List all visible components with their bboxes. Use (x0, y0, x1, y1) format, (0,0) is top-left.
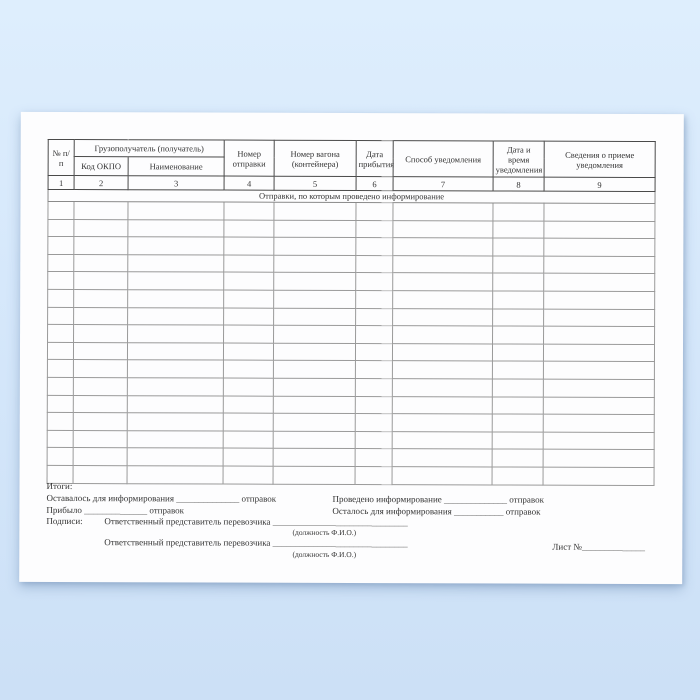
table-cell-empty (223, 378, 273, 396)
sheet-number-blank: ______________ (581, 541, 646, 553)
table-cell-empty (224, 308, 274, 326)
table-cell-empty (74, 254, 128, 272)
table-cell-empty (224, 220, 274, 238)
table-cell-empty (127, 360, 223, 378)
table-cell-empty (493, 291, 544, 309)
table-cell-empty (356, 308, 393, 326)
table-row (47, 360, 654, 380)
table-cell-empty (393, 291, 493, 309)
totals-section (46, 481, 658, 578)
table-cell-empty (355, 449, 392, 467)
sheet-number-label: Лист № (552, 541, 583, 552)
table-cell-empty (356, 273, 393, 291)
table-cell-empty (493, 221, 544, 239)
table-cell-empty (128, 254, 224, 272)
totals-arrived-line (46, 504, 184, 514)
signature-hint-2: (должность Ф.И.О.) (292, 549, 357, 560)
table-cell-empty (223, 431, 273, 449)
table-header (48, 139, 655, 191)
table-cell-empty (48, 272, 74, 290)
totals-left-blank: ___________ (454, 505, 504, 517)
table-cell-empty (273, 431, 355, 449)
table-cell-empty (492, 361, 543, 379)
table-cell-empty (393, 273, 493, 291)
table-cell-empty (128, 307, 224, 325)
table-cell-empty (74, 289, 128, 307)
totals-left-suffix: отправок (505, 506, 541, 517)
table-cell-empty (393, 308, 493, 326)
column-number: 3 (128, 176, 224, 190)
column-number: 8 (493, 177, 544, 191)
table-cell-empty (544, 274, 655, 292)
table-row (48, 307, 655, 327)
totals-arrived-label: Прибыло (46, 504, 82, 515)
table-row (47, 342, 654, 362)
table-row (48, 272, 655, 292)
totals-arrived-blank: ______________ (84, 504, 148, 515)
table-cell-empty (392, 396, 492, 414)
table-cell-empty (273, 378, 355, 396)
table-row (47, 448, 654, 468)
table-cell-empty (273, 361, 355, 379)
signature-line-2 (104, 537, 407, 548)
col-header-notification-receipt: Сведения о приеме уведомления (544, 141, 655, 177)
table-cell-empty (74, 202, 128, 220)
table-cell-empty (48, 289, 74, 307)
totals-informed-label: Проведено информирование (332, 493, 442, 505)
col-header-notification-method: Способ уведомления (393, 141, 493, 177)
table-cell-empty (543, 449, 654, 467)
col-header-notification-datetime: Дата и время уведомления (493, 141, 544, 177)
totals-left-line (332, 505, 540, 516)
table-cell-empty (392, 379, 492, 397)
table-cell-empty (355, 343, 392, 361)
col-header-wagon-no: Номер вагона (контейнера) (274, 140, 356, 176)
table-cell-empty (493, 203, 544, 221)
table-row (47, 377, 654, 397)
table-cell-empty (274, 290, 356, 308)
table-cell-empty (355, 396, 392, 414)
table-cell-empty (127, 378, 223, 396)
column-number: 4 (224, 176, 274, 190)
totals-informed-blank: ______________ (444, 494, 508, 505)
notification-log-table (47, 139, 656, 486)
table-cell-empty (73, 377, 127, 395)
table-cell-empty (393, 220, 493, 238)
signatures-title: Подписи: (46, 515, 83, 527)
table-cell-empty (392, 449, 492, 467)
table-cell-empty (47, 430, 73, 448)
table-cell-empty (274, 255, 356, 273)
table-cell-empty (544, 203, 655, 221)
table-cell-empty (393, 238, 493, 256)
totals-informed-suffix: отправок (509, 494, 544, 505)
table-cell-empty (493, 326, 544, 344)
totals-remained-line (46, 493, 276, 504)
table-cell-empty (492, 379, 543, 397)
column-number: 6 (356, 177, 393, 191)
signature-blank-2: ______________________________ (272, 537, 408, 549)
table-cell-empty (355, 431, 392, 449)
table-cell-empty (544, 221, 655, 239)
column-number: 7 (393, 177, 493, 191)
table-cell-empty (47, 413, 73, 431)
table-cell-empty (128, 237, 224, 255)
table-cell-empty (392, 431, 492, 449)
sheet-number-line (552, 542, 645, 552)
table-cell-empty (273, 396, 355, 414)
table-cell-empty (274, 237, 356, 255)
table-cell-empty (224, 272, 274, 290)
table-cell-empty (274, 308, 356, 326)
totals-title: Итоги: (46, 480, 73, 492)
signature-hint-1: (должность Ф.И.О.) (292, 527, 357, 538)
table-cell-empty (273, 413, 355, 431)
table-cell-empty (393, 203, 493, 221)
table-cell-empty (224, 255, 274, 273)
table-body (47, 189, 655, 485)
table-cell-empty (356, 238, 393, 256)
section-band-label: Отправки, по которым проведено информирование (48, 189, 655, 203)
column-number: 2 (74, 176, 128, 190)
form-paper (19, 112, 684, 584)
table-cell-empty (224, 325, 274, 343)
column-number: 1 (48, 175, 74, 189)
table-cell-empty (74, 325, 128, 343)
table-cell-empty (393, 255, 493, 273)
table-cell-empty (47, 448, 73, 466)
table-cell-empty (128, 290, 224, 308)
signature-role-1: Ответственный представитель перевозчика (104, 516, 271, 527)
table-row (47, 395, 654, 415)
col-header-dispatch-no: Номер отправки (224, 140, 274, 176)
table-cell-empty (223, 360, 273, 378)
table-cell-empty (47, 377, 73, 395)
col-header-row-no: № п/п (48, 139, 74, 175)
table-cell-empty (492, 449, 543, 467)
table-cell-empty (73, 413, 127, 431)
table-cell-empty (493, 309, 544, 327)
table-cell-empty (543, 362, 654, 380)
totals-remained-suffix: отправок (241, 493, 277, 504)
table-cell-empty (127, 395, 223, 413)
table-cell-empty (48, 237, 74, 255)
table-row (48, 201, 655, 221)
table-cell-empty (48, 219, 74, 237)
table-cell-empty (127, 413, 223, 431)
table-cell-empty (543, 379, 654, 397)
table-cell-empty (393, 326, 493, 344)
table-cell-empty (492, 414, 543, 432)
table-cell-empty (127, 448, 223, 466)
table-cell-empty (392, 414, 492, 432)
column-number: 9 (544, 177, 655, 191)
table-cell-empty (544, 256, 655, 274)
table-cell-empty (392, 343, 492, 361)
table-cell-empty (47, 342, 73, 360)
totals-informed-line (332, 494, 544, 505)
table-cell-empty (128, 272, 224, 290)
table-cell-empty (48, 201, 74, 219)
table-cell-empty (274, 202, 356, 220)
table-cell-empty (128, 219, 224, 237)
col-header-okpo-code: Код ОКПО (74, 157, 128, 176)
table-cell-empty (543, 432, 654, 450)
table-cell-empty (224, 202, 274, 220)
table-cell-empty (543, 397, 654, 415)
table-cell-empty (544, 309, 655, 327)
table-row (48, 237, 655, 257)
table-cell-empty (73, 395, 127, 413)
table-cell-empty (356, 203, 393, 221)
table-cell-empty (355, 361, 392, 379)
table-cell-empty (493, 273, 544, 291)
table-cell-empty (544, 291, 655, 309)
col-header-arrival-date: Дата прибытия (356, 141, 393, 177)
table-cell-empty (224, 290, 274, 308)
table-cell-empty (274, 220, 356, 238)
table-cell-empty (492, 397, 543, 415)
table-cell-empty (127, 430, 223, 448)
table-cell-empty (273, 449, 355, 467)
table-cell-empty (355, 378, 392, 396)
table-row (48, 325, 655, 345)
table-row (48, 219, 655, 239)
table-cell-empty (127, 342, 223, 360)
table-cell-empty (73, 430, 127, 448)
table-cell-empty (543, 344, 654, 362)
table-cell-empty (356, 326, 393, 344)
totals-remained-label: Оставалось для информирования (46, 492, 174, 504)
header-row-groups (48, 139, 655, 158)
table-cell-empty (74, 219, 128, 237)
table-cell-empty (355, 414, 392, 432)
table-row (48, 289, 655, 309)
table-cell-empty (73, 360, 127, 378)
table-row (47, 430, 654, 450)
table-cell-empty (392, 361, 492, 379)
table-cell-empty (47, 360, 73, 378)
table-cell-empty (128, 325, 224, 343)
signature-blank-1: ______________________________ (272, 516, 408, 528)
table-cell-empty (223, 413, 273, 431)
table-cell-empty (224, 237, 274, 255)
table-cell-empty (73, 448, 127, 466)
table-cell-empty (223, 396, 273, 414)
table-cell-empty (492, 432, 543, 450)
signature-role-2: Ответственный представитель перевозчика (104, 537, 271, 548)
table-cell-empty (544, 326, 655, 344)
table-cell-empty (274, 325, 356, 343)
table-cell-empty (74, 307, 128, 325)
column-number: 5 (274, 176, 356, 190)
totals-left-label: Осталось для информирования (332, 505, 452, 516)
table-cell-empty (48, 254, 74, 272)
signature-line-1 (104, 516, 407, 527)
table-cell-empty (223, 448, 273, 466)
table-cell-empty (73, 342, 127, 360)
table-cell-empty (356, 220, 393, 238)
table-cell-empty (493, 238, 544, 256)
col-header-consignee-group: Грузополучатель (получатель) (74, 140, 224, 158)
table-cell-empty (74, 237, 128, 255)
table-cell-empty (47, 395, 73, 413)
table-cell-empty (223, 343, 273, 361)
table-cell-empty (356, 290, 393, 308)
table-cell-empty (128, 202, 224, 220)
table-cell-empty (74, 272, 128, 290)
totals-remained-blank: ______________ (176, 493, 240, 504)
table-cell-empty (492, 344, 543, 362)
table-row (47, 413, 654, 433)
table-cell-empty (48, 307, 74, 325)
totals-arrived-suffix: отправок (149, 504, 185, 515)
table-cell-empty (544, 238, 655, 256)
col-header-name: Наименование (128, 157, 224, 176)
table-cell-empty (493, 256, 544, 274)
table-cell-empty (48, 325, 74, 343)
table-cell-empty (543, 414, 654, 432)
table-cell-empty (274, 273, 356, 291)
table-cell-empty (273, 343, 355, 361)
table-row (48, 254, 655, 274)
table-cell-empty (356, 255, 393, 273)
